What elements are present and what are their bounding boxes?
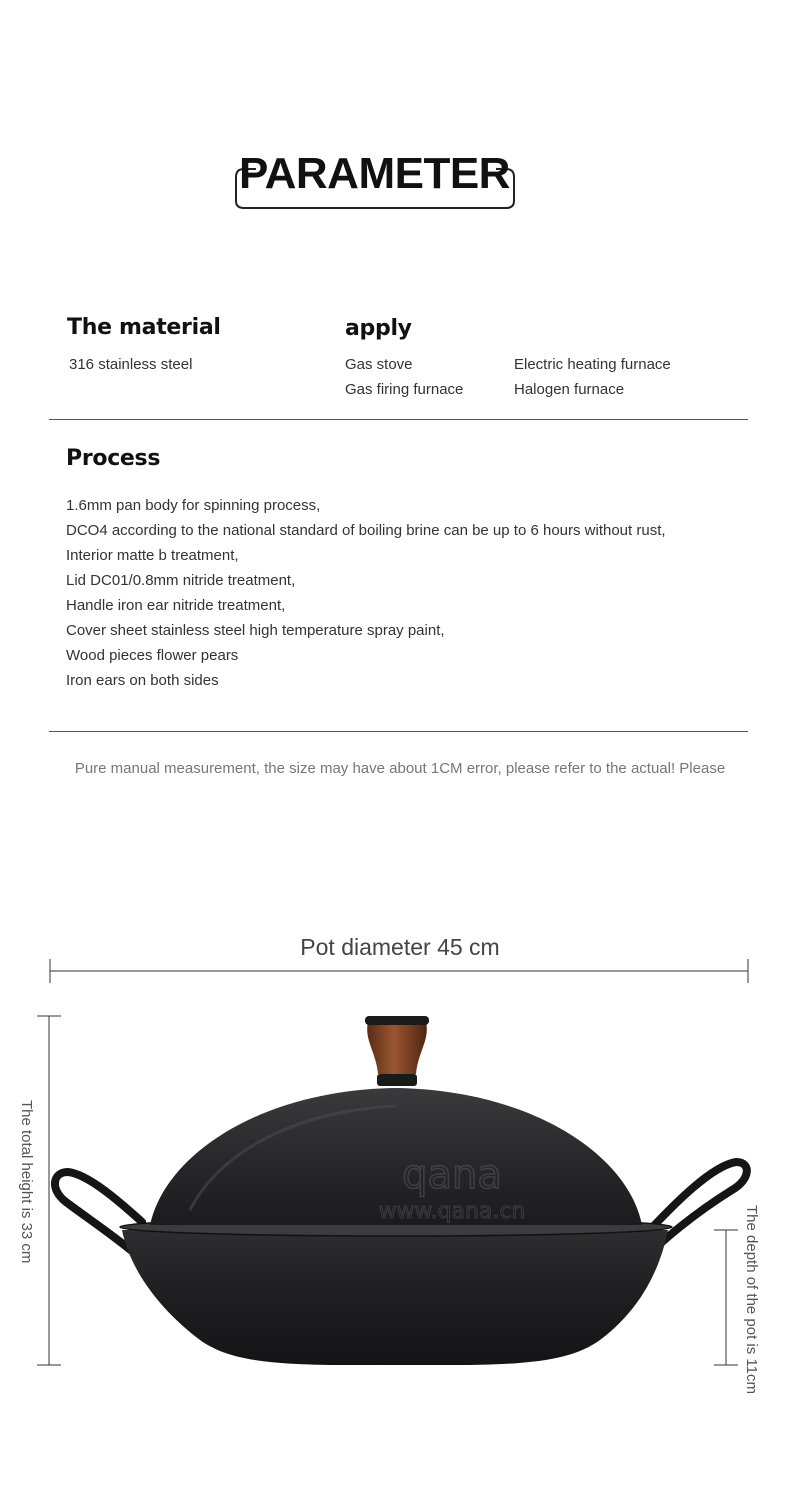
list-item: Interior matte b treatment,	[66, 547, 239, 564]
measurement-note: Pure manual measurement, the size may have about 1CM error, please refer to the actual! Please	[74, 760, 726, 777]
apply-item: Gas stove	[345, 356, 413, 373]
diameter-label: Pot diameter 45 cm	[300, 934, 500, 960]
material-heading: The material	[67, 315, 221, 340]
material-value: 316 stainless steel	[69, 356, 193, 373]
title-frame	[234, 145, 515, 209]
list-item: Iron ears on both sides	[66, 672, 219, 689]
apply-item: Halogen furnace	[514, 381, 625, 398]
list-item: Wood pieces flower pears	[66, 647, 239, 664]
list-item: 1.6mm pan body for spinning process,	[66, 497, 321, 514]
page-title: PARAMETER	[239, 149, 510, 198]
divider	[49, 731, 748, 732]
list-item: Handle iron ear nitride treatment,	[66, 597, 286, 614]
height-label: The total height is 33 cm	[18, 1100, 35, 1264]
diameter-dimension-line	[50, 959, 748, 983]
list-item: DCO4 according to the national standard of boiling brine can be up to 6 hours without rust,	[66, 522, 666, 539]
pot-body	[122, 1230, 668, 1365]
lid-knob-icon	[365, 1016, 429, 1086]
process-heading: Process	[66, 446, 161, 471]
wok-illustration	[0, 940, 800, 1400]
apply-item: Electric heating furnace	[514, 356, 671, 373]
depth-label: The depth of the pot is 11cm	[743, 1205, 760, 1395]
list-item: Lid DC01/0.8mm nitride treatment,	[66, 572, 296, 589]
watermark-logo: qana	[402, 1152, 502, 1198]
process-list	[66, 493, 666, 693]
list-item: Cover sheet stainless steel high temperature spray paint,	[66, 622, 445, 639]
apply-heading: apply	[345, 316, 412, 341]
watermark-url: www.qana.cn	[378, 1199, 526, 1224]
divider	[49, 419, 748, 420]
apply-item: Gas firing furnace	[345, 381, 464, 398]
depth-dimension-line	[714, 1230, 738, 1365]
